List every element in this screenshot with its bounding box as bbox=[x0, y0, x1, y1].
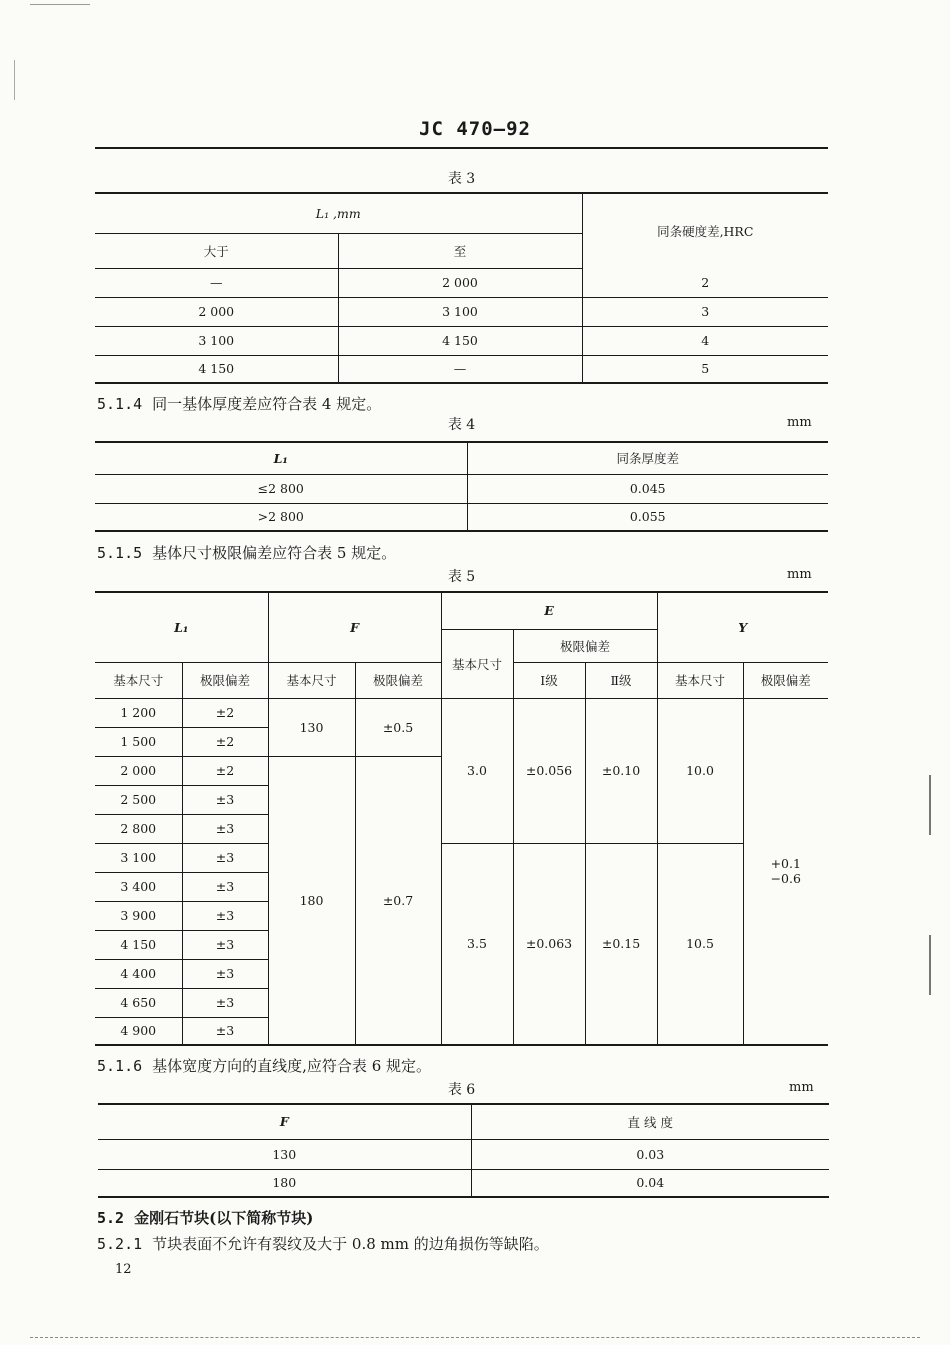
section-number: 5.2 bbox=[97, 1209, 125, 1227]
table3-header-diff: 同条硬度差,HRC bbox=[582, 193, 828, 268]
table5-header-y-dev: 极限偏差 bbox=[743, 662, 828, 698]
table-cell: ±3 bbox=[182, 814, 268, 843]
section-text: 金刚石节块(以下简称节块) bbox=[134, 1209, 314, 1227]
table-cell: — bbox=[338, 355, 582, 383]
table5-header-e-dev: 极限偏差 bbox=[513, 629, 657, 662]
table5-header-f-dev: 极限偏差 bbox=[355, 662, 441, 698]
table-cell: 4 bbox=[582, 326, 828, 355]
table-cell: 10.0 bbox=[657, 698, 743, 843]
table4 bbox=[95, 441, 828, 532]
table-cell: — bbox=[95, 268, 338, 297]
table-cell: ±2 bbox=[182, 756, 268, 785]
table-cell: ±0.056 bbox=[513, 698, 585, 843]
table-cell: 180 bbox=[268, 756, 355, 1045]
table-cell: 3.5 bbox=[441, 843, 513, 1045]
table-cell: 5 bbox=[582, 355, 828, 383]
scan-mark bbox=[30, 4, 90, 5]
table-cell: 2 000 bbox=[338, 268, 582, 297]
table-cell: 3 bbox=[582, 297, 828, 326]
table-cell: 0.04 bbox=[471, 1169, 829, 1197]
table3-header-above: 大于 bbox=[95, 233, 338, 268]
table-cell: 2 000 bbox=[95, 756, 182, 785]
header-rule bbox=[95, 147, 828, 149]
table-cell: ±3 bbox=[182, 785, 268, 814]
section-number: 5.1.4 bbox=[97, 395, 143, 413]
table-cell: ±2 bbox=[182, 698, 268, 727]
scan-mark bbox=[14, 60, 15, 100]
table6-header-f: F bbox=[98, 1104, 471, 1139]
table-cell: 3 900 bbox=[95, 901, 182, 930]
table5-header-grade1: Ⅰ级 bbox=[513, 662, 585, 698]
table5-header-y-basic: 基本尺寸 bbox=[657, 662, 743, 698]
table-cell: 1 500 bbox=[95, 727, 182, 756]
table5-header-l1-basic: 基本尺寸 bbox=[95, 662, 182, 698]
table5-header-l1-dev: 极限偏差 bbox=[182, 662, 268, 698]
table6-unit: mm bbox=[789, 1080, 814, 1095]
scan-mark bbox=[30, 1337, 920, 1338]
table5-header-e: E bbox=[441, 592, 657, 629]
table-cell: ±0.063 bbox=[513, 843, 585, 1045]
table-cell: 4 150 bbox=[95, 930, 182, 959]
table-cell: 130 bbox=[98, 1139, 471, 1169]
table5-header-f: F bbox=[268, 592, 441, 662]
table-cell: 4 900 bbox=[120, 1023, 157, 1039]
table-cell: 2 800 bbox=[95, 814, 182, 843]
section-5-2-1 bbox=[97, 1233, 549, 1254]
table-cell: >2 800 bbox=[257, 509, 304, 525]
section-text: 节块表面不允许有裂纹及大于 0.8 mm 的边角损伤等缺陷。 bbox=[152, 1235, 549, 1253]
table-cell: ±3 bbox=[182, 959, 268, 988]
table-cell: ±0.5 bbox=[355, 698, 441, 756]
table-cell: ±3 bbox=[182, 872, 268, 901]
table5-header-e-basic: 基本尺寸 bbox=[441, 629, 513, 698]
table-cell: 2 000 bbox=[95, 297, 338, 326]
table5-header-l1: L₁ bbox=[95, 592, 268, 662]
table-cell: ±3 bbox=[182, 930, 268, 959]
section-5-2 bbox=[97, 1207, 313, 1228]
table-cell: 1 200 bbox=[95, 698, 182, 727]
table-cell: ±3 bbox=[182, 843, 268, 872]
table-cell: 0.03 bbox=[471, 1139, 829, 1169]
table5 bbox=[95, 591, 828, 1046]
table5-header-y: Y bbox=[657, 592, 828, 662]
table-cell: 130 bbox=[268, 698, 355, 756]
table-cell: 3 100 bbox=[338, 297, 582, 326]
table4-unit: mm bbox=[787, 415, 812, 430]
table5-caption: 表 5 bbox=[447, 569, 476, 585]
table-cell: 2 500 bbox=[95, 785, 182, 814]
table5-header-grade2: Ⅱ级 bbox=[585, 662, 657, 698]
table5-header-f-basic: 基本尺寸 bbox=[268, 662, 355, 698]
table-cell: 3 100 bbox=[95, 326, 338, 355]
table4-header-diff: 同条厚度差 bbox=[467, 442, 828, 474]
section-5-1-6 bbox=[97, 1055, 431, 1076]
table3-caption: 表 3 bbox=[447, 171, 476, 187]
table3-header-l1: L₁ ,mm bbox=[95, 193, 582, 233]
doc-code: JC 470—92 bbox=[419, 118, 531, 140]
table-cell: +0.1 −0.6 bbox=[743, 698, 828, 1045]
table3 bbox=[95, 192, 828, 384]
table-cell: 4 650 bbox=[95, 988, 182, 1017]
table-cell: 2 bbox=[582, 268, 828, 297]
section-number: 5.1.5 bbox=[97, 544, 143, 562]
section-5-1-4 bbox=[97, 393, 381, 414]
section-text: 基体尺寸极限偏差应符合表 5 规定。 bbox=[152, 544, 397, 562]
table-cell: ±0.15 bbox=[585, 843, 657, 1045]
table-cell: 0.045 bbox=[467, 474, 828, 503]
table-cell: ≤2 800 bbox=[95, 474, 467, 503]
section-number: 5.2.1 bbox=[97, 1235, 143, 1253]
section-text: 同一基体厚度差应符合表 4 规定。 bbox=[152, 395, 382, 413]
table-cell: 0.055 bbox=[467, 503, 828, 531]
table5-unit: mm bbox=[787, 567, 812, 582]
table-cell: 3 400 bbox=[95, 872, 182, 901]
table-cell: ±3 bbox=[182, 901, 268, 930]
table3-header-to: 至 bbox=[338, 233, 582, 268]
table-cell: 4 400 bbox=[95, 959, 182, 988]
table6-header-straightness: 直 线 度 bbox=[471, 1104, 829, 1139]
table-cell: ±3 bbox=[182, 1017, 268, 1045]
scan-mark bbox=[929, 775, 931, 835]
table-cell: ±0.10 bbox=[585, 698, 657, 843]
scan-mark bbox=[929, 935, 931, 995]
table4-caption: 表 4 bbox=[447, 417, 476, 433]
table-cell: 10.5 bbox=[657, 843, 743, 1045]
table-cell: 4 150 bbox=[198, 361, 235, 377]
table-cell: 3 100 bbox=[95, 843, 182, 872]
section-5-1-5 bbox=[97, 542, 396, 563]
table-cell: 4 150 bbox=[338, 326, 582, 355]
table6-caption: 表 6 bbox=[447, 1082, 476, 1098]
table-cell: 3.0 bbox=[441, 698, 513, 843]
table-cell: ±0.7 bbox=[355, 756, 441, 1045]
section-number: 5.1.6 bbox=[97, 1057, 143, 1075]
table-cell: ±3 bbox=[182, 988, 268, 1017]
table-cell: ±2 bbox=[182, 727, 268, 756]
table-cell: 180 bbox=[272, 1175, 297, 1191]
section-text: 基体宽度方向的直线度,应符合表 6 规定。 bbox=[152, 1057, 432, 1075]
table6 bbox=[98, 1103, 829, 1198]
table4-header-l1: L₁ bbox=[95, 442, 467, 474]
page-number: 12 bbox=[115, 1262, 132, 1277]
